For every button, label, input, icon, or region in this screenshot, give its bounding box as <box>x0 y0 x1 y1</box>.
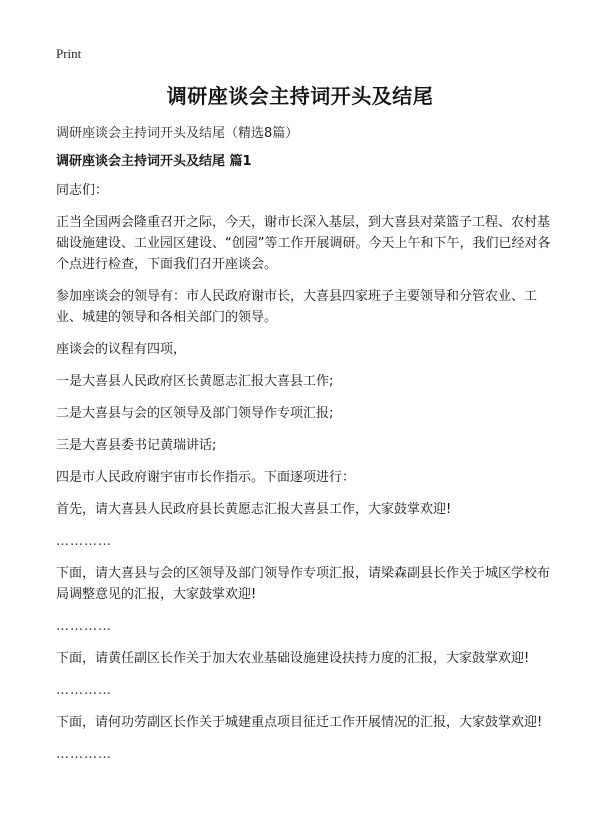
paragraph-third-report: 下面，请黄任副区长作关于加大农业基础设施建设扶持力度的汇报，大家鼓掌欢迎! <box>56 651 530 666</box>
ellipsis-divider: ………… <box>56 619 112 634</box>
paragraph-first-report: 首先，请大喜县人民政府县长黄愿志汇报大喜县工作，大家鼓掌欢迎! <box>56 502 452 517</box>
ellipsis-divider: ………… <box>56 534 112 549</box>
paragraph-intro: 正当全国两会隆重召开之际，今天，谢市长深入基层，到大喜县对菜篮子工程、农村基础设施建设、工业园区建设、“创园”等工作开展调研。今天上午和下午，我们已经对各个点进行检查，下面我们召开座谈会。 <box>56 215 551 272</box>
paragraph-greeting: 同志们： <box>56 183 109 198</box>
agenda-item-1: 一是大喜县人民政府区长黄愿志汇报大喜县工作; <box>56 374 334 389</box>
paragraph-fourth-report: 下面，请何功劳副区长作关于城建重点项目征迁工作开展情况的汇报，大家鼓掌欢迎! <box>56 715 543 730</box>
paragraph-agenda: 座谈会的议程有四项， <box>56 342 187 357</box>
print-label[interactable]: Print <box>56 46 82 61</box>
page-title: 调研座谈会主持词开头及结尾 <box>166 84 434 108</box>
ellipsis-divider: ………… <box>56 683 112 698</box>
agenda-item-3: 三是大喜县委书记黄瑞讲话; <box>56 438 217 453</box>
document-body <box>56 180 552 776</box>
paragraph-attendees: 参加座谈会的领导有：市人民政府谢市长，大喜县四家班子主要领导和分管农业、工业、城建的领导和各相关部门的领导。 <box>56 289 538 325</box>
agenda-item-2: 二是大喜县与会的区领导及部门领导作专项汇报; <box>56 406 334 421</box>
ellipsis-divider: ………… <box>56 747 112 762</box>
agenda-item-4: 四是市人民政府谢宇宙市长作指示。下面逐项进行： <box>56 470 356 485</box>
section-heading: 调研座谈会主持词开头及结尾 篇1 <box>56 154 252 169</box>
paragraph-second-report: 下面，请大喜县与会的区领导及部门领导作专项汇报，请梁森副县长作关于城区学校布局调整意见的汇报，大家鼓掌欢迎! <box>56 566 551 602</box>
document-subtitle: 调研座谈会主持词开头及结尾（精选8篇） <box>56 126 299 141</box>
